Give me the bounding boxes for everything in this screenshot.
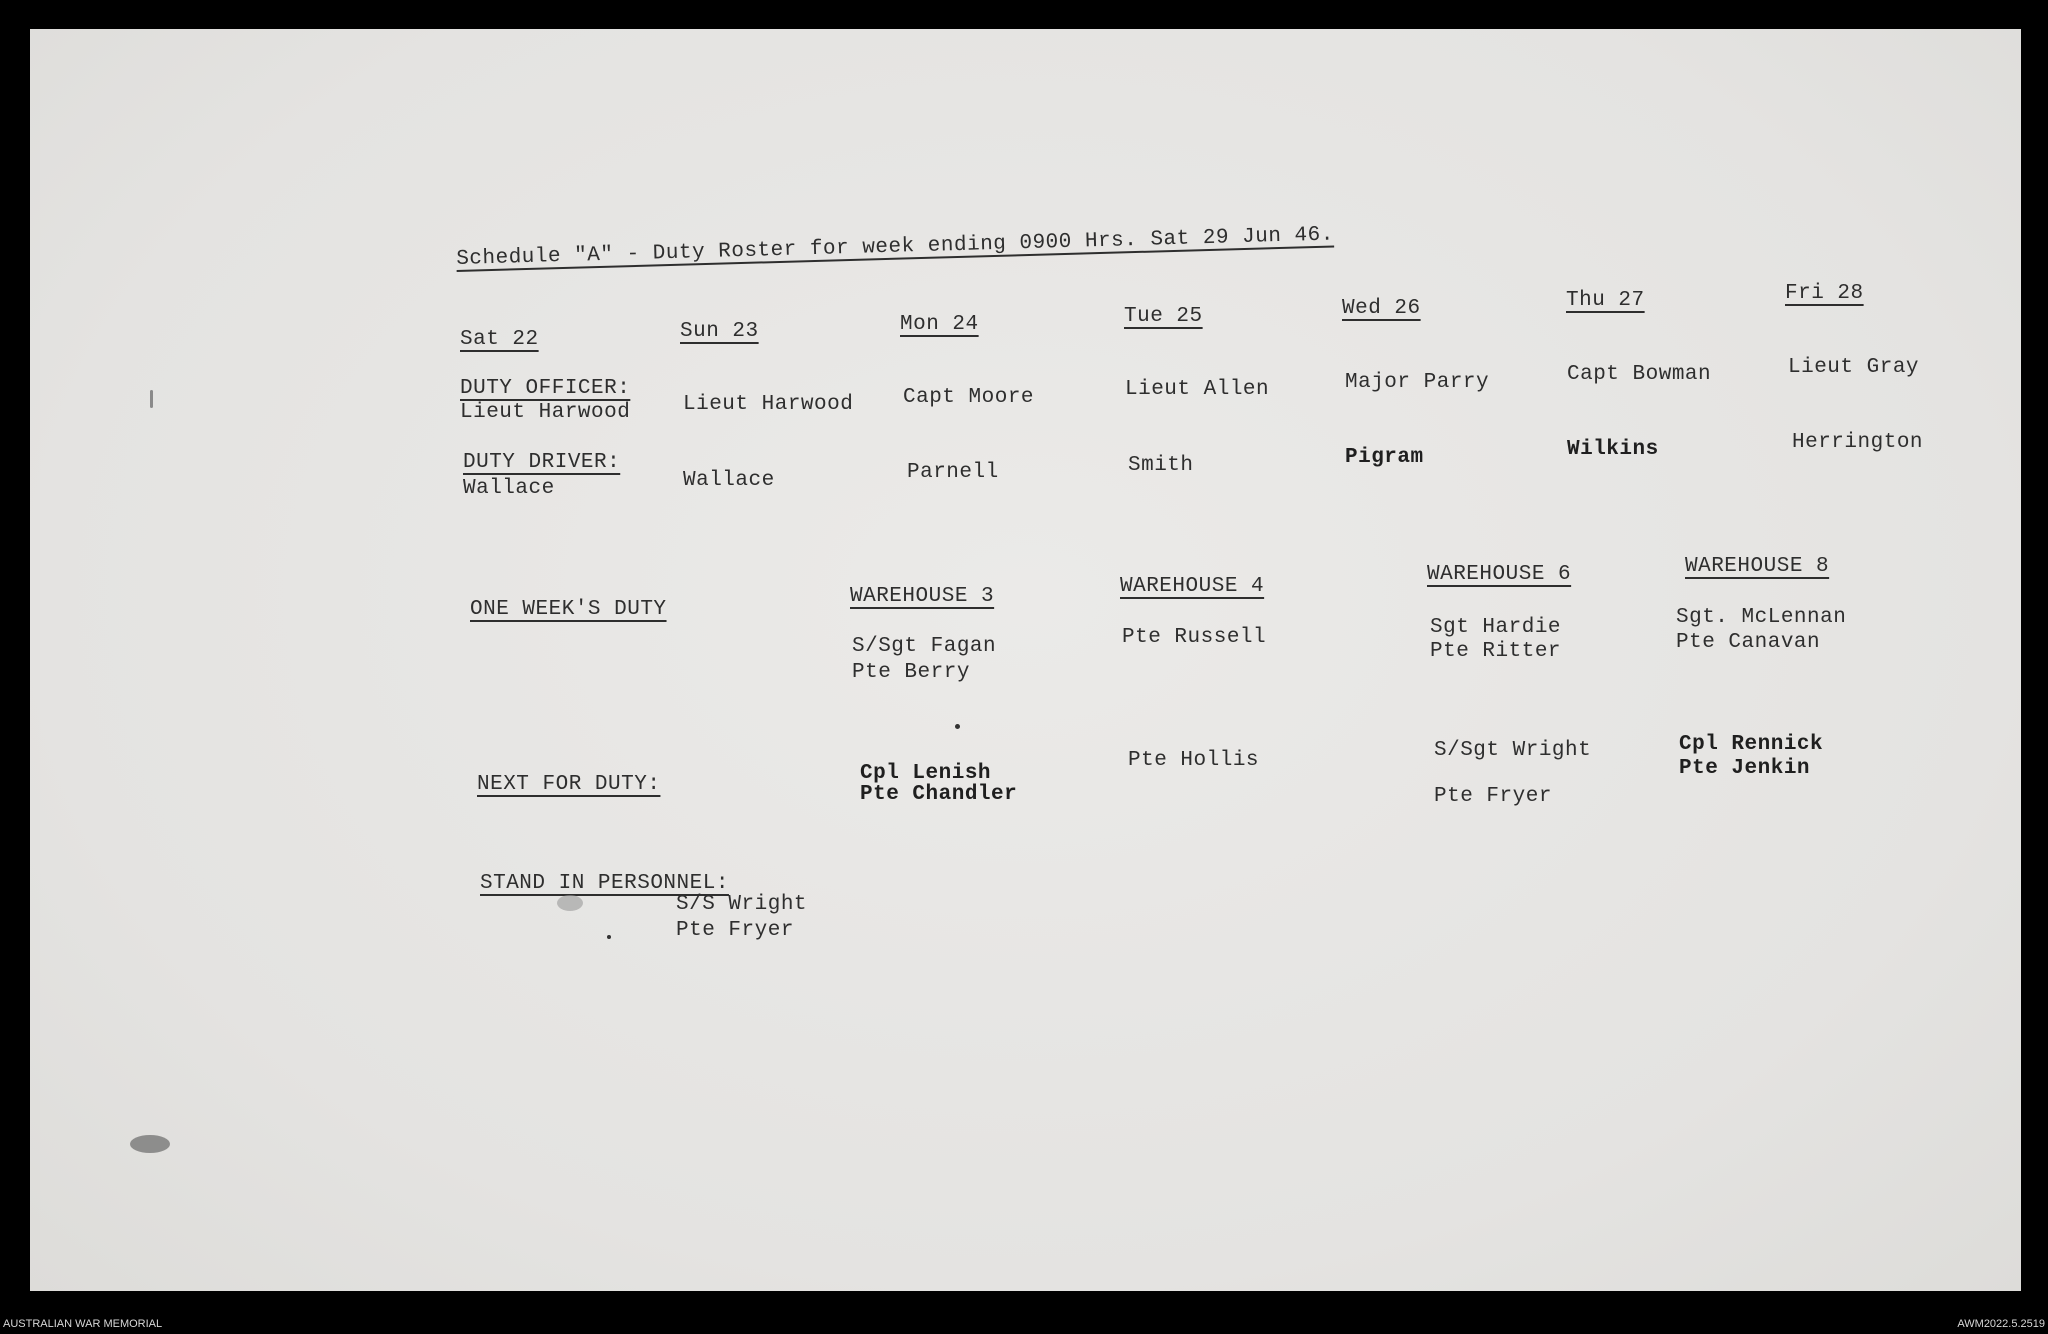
footer-credit: AUSTRALIAN WAR MEMORIAL [3,1318,163,1330]
wh4-next-1: Pte Hollis [1128,749,1260,772]
duty-officer-mon: Capt Moore [903,386,1035,409]
wh6-duty-2: Pte Ritter [1430,640,1562,663]
duty-officer-thu: Capt Bowman [1567,363,1712,386]
duty-driver-sat: Wallace [463,477,555,500]
wh8-duty-1: Sgt. McLennan [1676,606,1847,629]
paper-blemish [150,390,153,408]
duty-driver-mon: Parnell [907,461,999,484]
duty-officer-fri: Lieut Gray [1788,356,1920,379]
paper-blemish [557,895,583,911]
duty-officer-sun: Lieut Harwood [683,393,854,416]
paper-blemish [130,1135,170,1153]
wh3-duty-1: S/Sgt Fagan [852,635,997,658]
warehouse-4-header: WAREHOUSE 4 [1120,575,1265,598]
wh8-next-1: Cpl Rennick [1679,733,1824,756]
duty-driver-wed: Pigram [1345,446,1424,469]
stand-in-label: STAND IN PERSONNEL: [480,872,729,895]
day-header-wed: Wed 26 [1342,297,1421,320]
wh4-duty-1: Pte Russell [1122,626,1267,649]
duty-driver-label: DUTY DRIVER: [463,451,621,474]
wh3-next-2: Pte Chandler [860,783,1018,806]
day-header-sun: Sun 23 [680,320,759,343]
one-weeks-duty-label: ONE WEEK'S DUTY [470,598,667,621]
day-header-sat: Sat 22 [460,328,539,351]
duty-driver-tue: Smith [1128,454,1194,477]
paper-blemish [607,935,611,939]
document-page [30,29,2021,1291]
wh6-next-1: S/Sgt Wright [1434,739,1592,762]
next-for-duty-label: NEXT FOR DUTY: [477,773,661,796]
warehouse-6-header: WAREHOUSE 6 [1427,563,1572,586]
day-header-tue: Tue 25 [1124,305,1203,328]
duty-officer-sat: Lieut Harwood [460,401,631,424]
wh3-duty-2: Pte Berry [852,661,970,684]
duty-officer-label: DUTY OFFICER: [460,377,631,400]
wh8-next-2: Pte Jenkin [1679,757,1811,780]
day-header-thu: Thu 27 [1566,289,1645,312]
roster-title: Schedule "A" - Duty Roster for week ending 0900 Hrs. Sat 29 Jun 46. [456,223,1335,271]
duty-officer-tue: Lieut Allen [1125,378,1270,401]
day-header-mon: Mon 24 [900,313,979,336]
wh3-next-1: Cpl Lenish [860,762,992,785]
wh8-duty-2: Pte Canavan [1676,631,1821,654]
warehouse-3-header: WAREHOUSE 3 [850,585,995,608]
duty-officer-wed: Major Parry [1345,371,1490,394]
day-header-fri: Fri 28 [1785,282,1864,305]
duty-driver-sun: Wallace [683,469,775,492]
paper-blemish [955,724,960,729]
duty-driver-thu: Wilkins [1567,438,1659,461]
wh6-duty-1: Sgt Hardie [1430,616,1562,639]
warehouse-8-header: WAREHOUSE 8 [1685,555,1830,578]
wh6-next-2: Pte Fryer [1434,785,1552,808]
stand-in-1: S/S Wright [676,893,808,916]
footer-accession-number: AWM2022.5.2519 [1957,1318,2045,1330]
stand-in-2: Pte Fryer [676,919,794,942]
duty-driver-fri: Herrington [1792,431,1924,454]
